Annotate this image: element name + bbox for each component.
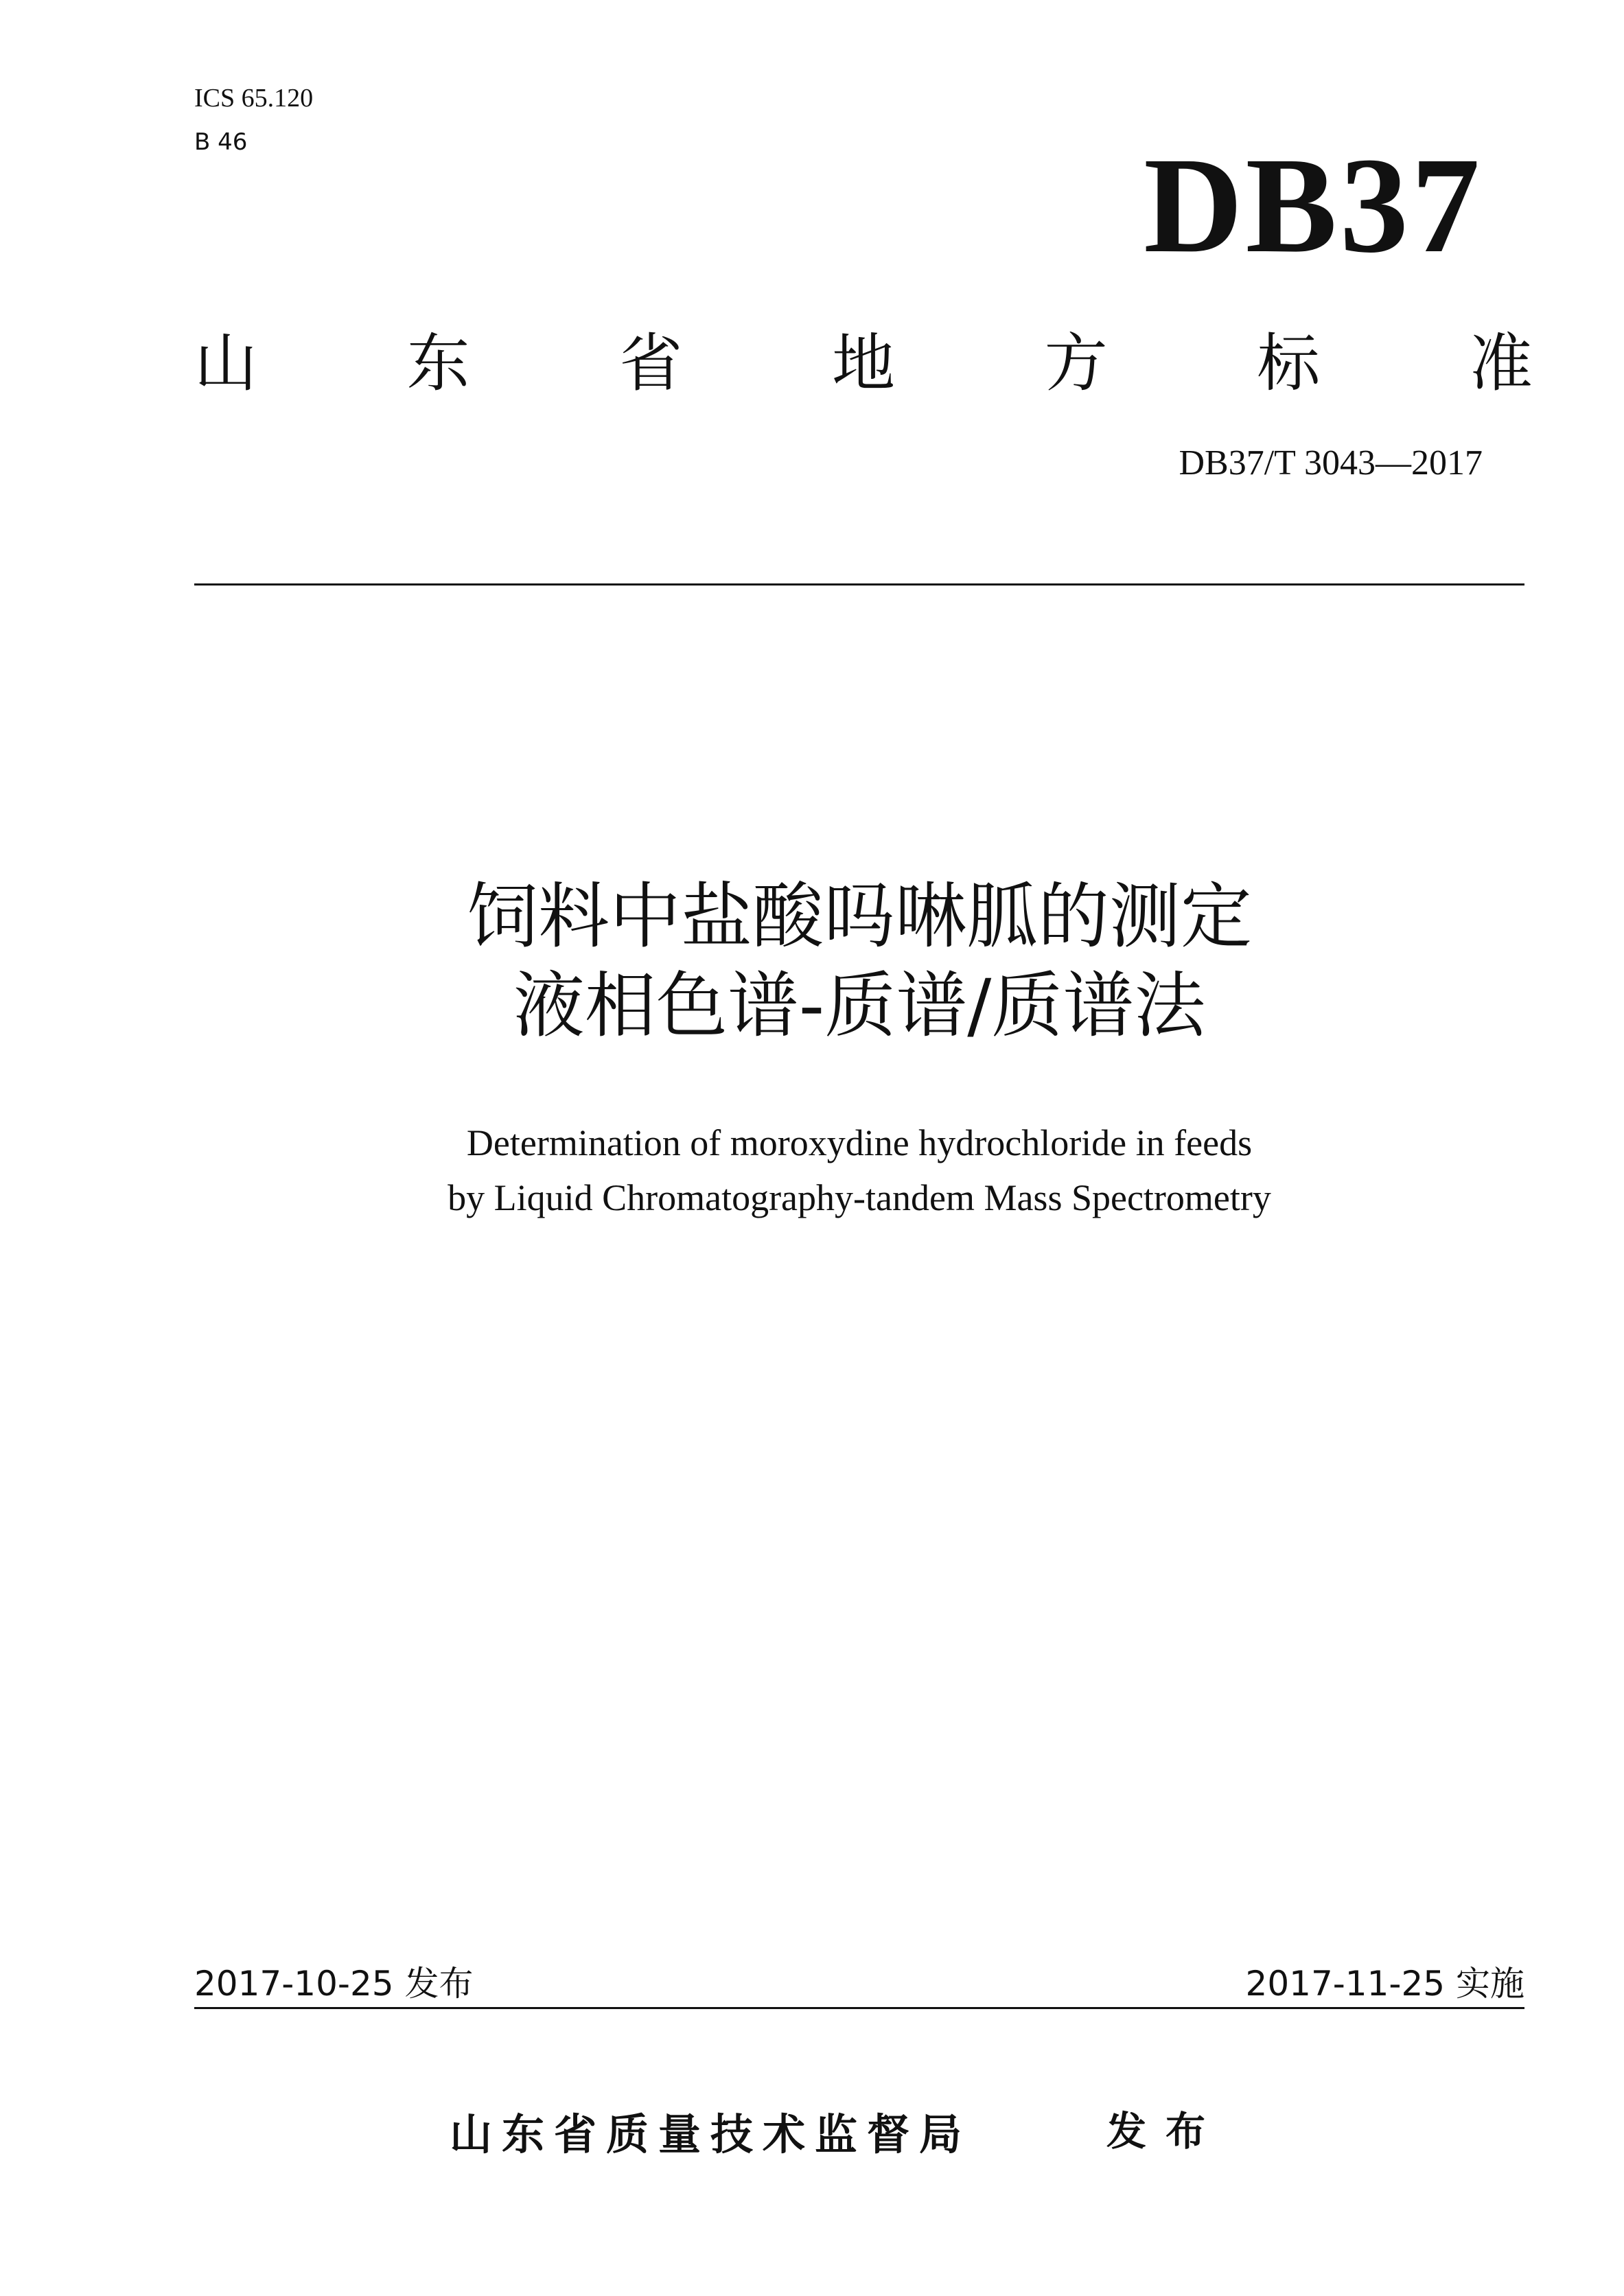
ics-code: ICS 65.120 <box>194 84 314 113</box>
standard-type-char: 山 <box>194 327 258 400</box>
standard-type-char: 地 <box>831 327 895 400</box>
issue-label: 发布 <box>1106 2108 1225 2155</box>
standard-type-char: 方 <box>1044 327 1108 400</box>
english-title-line-1: Determination of moroxydine hydrochloride in feeds <box>466 1122 1253 1163</box>
ccs-code: B 46 <box>194 128 248 156</box>
standard-type-char: 东 <box>406 327 470 400</box>
chinese-title-line-1: 饲料中盐酸吗啉胍的测定 <box>466 874 1252 958</box>
chinese-title <box>194 872 1524 1050</box>
english-title <box>194 1115 1524 1225</box>
issuing-authority: 山东省质量技术监督局 <box>450 2109 972 2159</box>
english-title-line-2: by Liquid Chromatography-tandem Mass Spectrometry <box>448 1177 1271 1218</box>
footer-divider <box>194 2007 1524 2009</box>
header-divider <box>194 583 1524 585</box>
implementation-date: 2017-11-25 实施 <box>1245 1964 1524 2004</box>
standard-code-db37: DB37 <box>1144 130 1483 281</box>
standard-type-title <box>194 316 1533 412</box>
chinese-title-line-2: 液相色谱-质谱/质谱法 <box>513 964 1206 1047</box>
standard-type-char: 准 <box>1469 327 1533 400</box>
standard-type-char: 标 <box>1257 327 1321 400</box>
standard-number: DB37/T 3043—2017 <box>1179 443 1483 483</box>
standard-type-char: 省 <box>619 327 683 400</box>
issue-date: 2017-10-25 发布 <box>194 1964 474 2004</box>
